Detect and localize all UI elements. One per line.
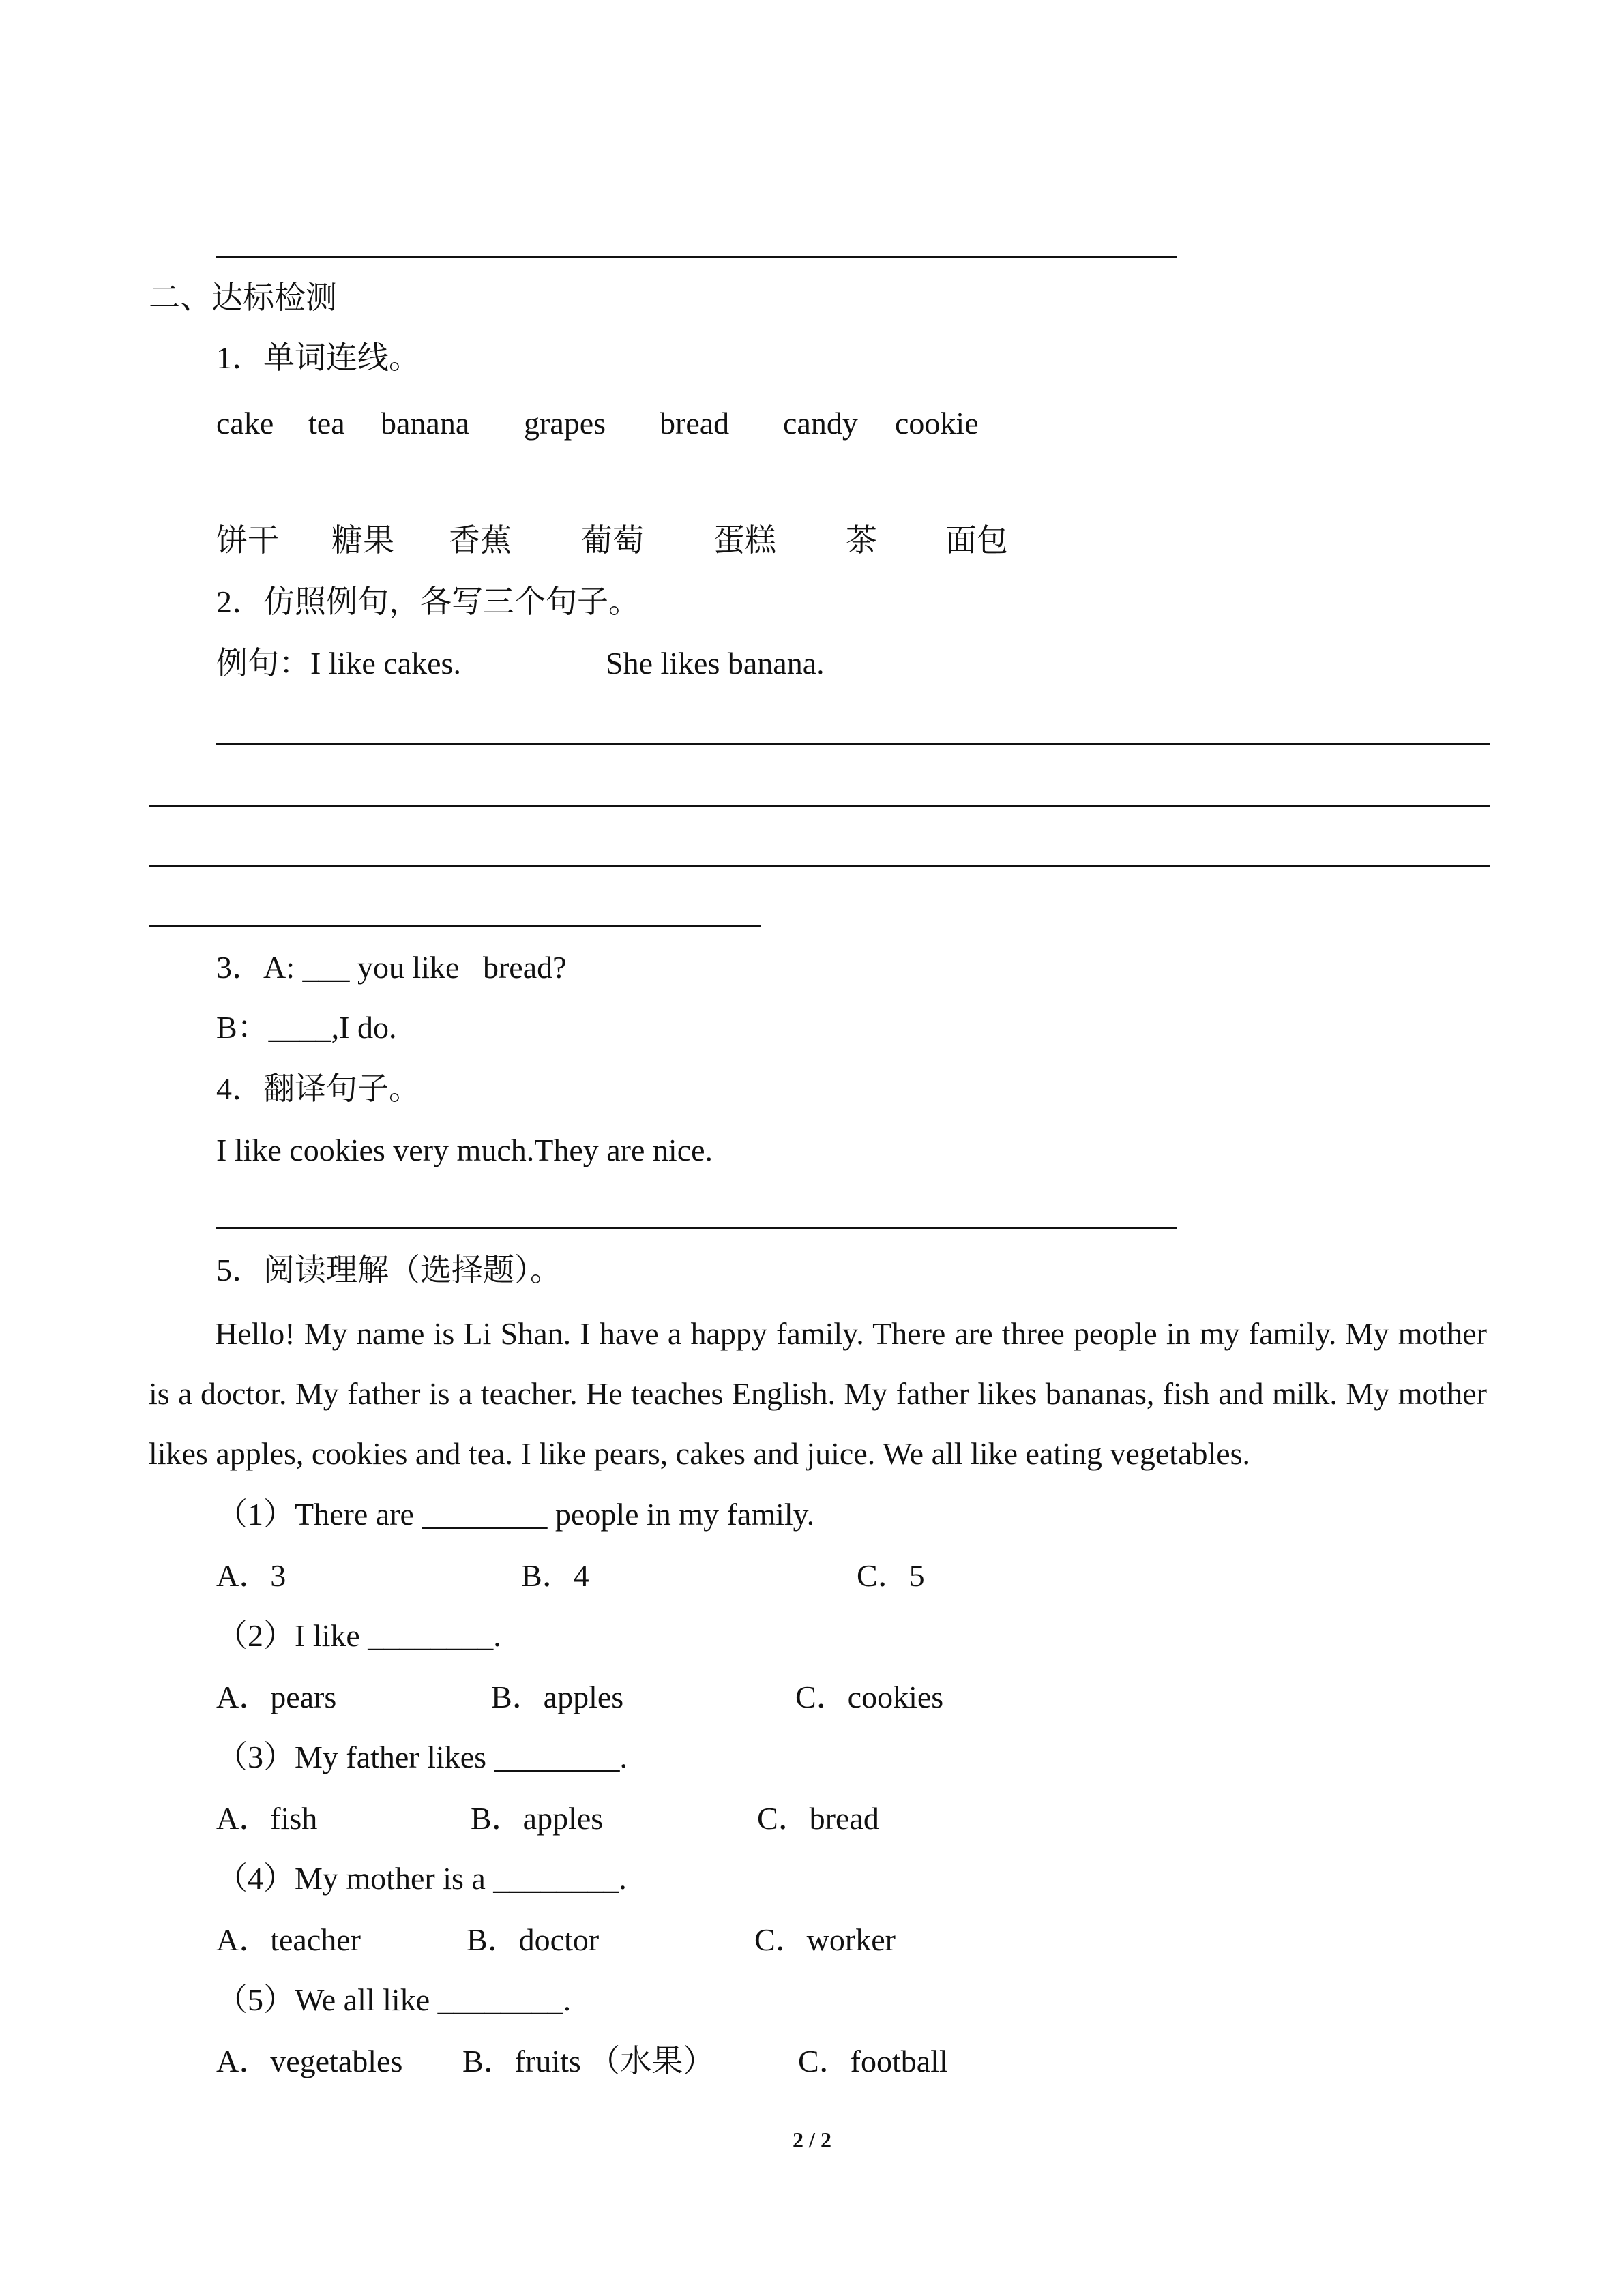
- q5-4-stem: （4）My mother is a ________.: [216, 1861, 627, 1896]
- answer-line-q4: [216, 1227, 1177, 1229]
- q3-line-a: 3．A: ___ you like bread?: [216, 950, 567, 985]
- word-bread: bread: [660, 406, 730, 441]
- reading-passage: Hello! My name is Li Shan. I have a happy family. There are three people in my family. My mother is a doctor. My father is a teacher. He teaches English. My father likes bananas, fish and milk. My mother likes apples, cookies and tea. I like pears, cakes and juice. We all like eating vegetables.: [149, 1316, 1487, 1471]
- word-cake: cake: [216, 406, 274, 441]
- q5-5-stem: （5）We all like ________.: [216, 1982, 572, 2017]
- q2-example-1: 例句：I like cakes.: [216, 646, 461, 681]
- q5-3-option-c: C．bread: [757, 1801, 879, 1836]
- q5-3-stem: （3）My father likes ________.: [216, 1740, 628, 1774]
- answer-line-3: [149, 865, 1490, 867]
- q5-3-option-a: A．fish: [216, 1801, 318, 1836]
- q2-title: 2．仿照例句，各写三个句子。: [216, 584, 640, 619]
- answer-line-4: [149, 925, 761, 927]
- q5-2-option-c: C．cookies: [795, 1680, 944, 1714]
- cn-word-1: 饼干: [216, 523, 279, 558]
- word-cookie: cookie: [895, 406, 979, 441]
- q2-example-2: She likes banana.: [606, 646, 825, 681]
- cn-word-4: 葡萄: [581, 523, 644, 558]
- cn-word-2: 糖果: [331, 523, 394, 558]
- q1-title: 1．单词连线。: [216, 340, 420, 375]
- q5-5-option-b: B．fruits （水果）: [462, 2044, 715, 2078]
- section-title: 二、达标检测: [149, 280, 337, 315]
- q3-line-b: B：____,I do.: [216, 1010, 397, 1045]
- q5-2-stem: （2）I like ________.: [216, 1618, 501, 1653]
- q5-2-option-a: A．pears: [216, 1680, 337, 1714]
- q5-1-option-a: A．3: [216, 1558, 286, 1593]
- page-number: 2 / 2: [793, 2128, 831, 2152]
- q4-sentence: I like cookies very much.They are nice.: [216, 1133, 713, 1167]
- cn-word-5: 蛋糕: [713, 523, 776, 558]
- q5-5-option-a: A．vegetables: [216, 2044, 403, 2078]
- word-tea: tea: [308, 406, 345, 441]
- q5-4-option-a: A．teacher: [216, 1922, 361, 1957]
- word-candy: candy: [783, 406, 858, 441]
- answer-line-top: [216, 256, 1177, 258]
- answer-line-2: [149, 805, 1490, 807]
- q5-title: 5．阅读理解（选择题）。: [216, 1253, 561, 1287]
- word-banana: banana: [381, 406, 470, 441]
- q5-2-option-b: B．apples: [491, 1680, 624, 1714]
- q5-1-option-b: B．4: [521, 1558, 589, 1593]
- q5-3-option-b: B．apples: [471, 1801, 604, 1836]
- q5-1-stem: （1）There are ________ people in my family.: [216, 1497, 815, 1532]
- cn-word-7: 面包: [945, 523, 1008, 558]
- cn-word-6: 茶: [846, 523, 877, 558]
- q4-title: 4．翻译句子。: [216, 1071, 420, 1106]
- q5-4-option-c: C．worker: [754, 1922, 896, 1957]
- cn-word-3: 香蕉: [449, 523, 512, 558]
- q5-4-option-b: B．doctor: [467, 1922, 600, 1957]
- q5-5-option-c: C．football: [798, 2044, 948, 2078]
- q5-1-option-c: C．5: [857, 1558, 925, 1593]
- answer-line-1: [216, 743, 1490, 745]
- word-grapes: grapes: [524, 406, 606, 441]
